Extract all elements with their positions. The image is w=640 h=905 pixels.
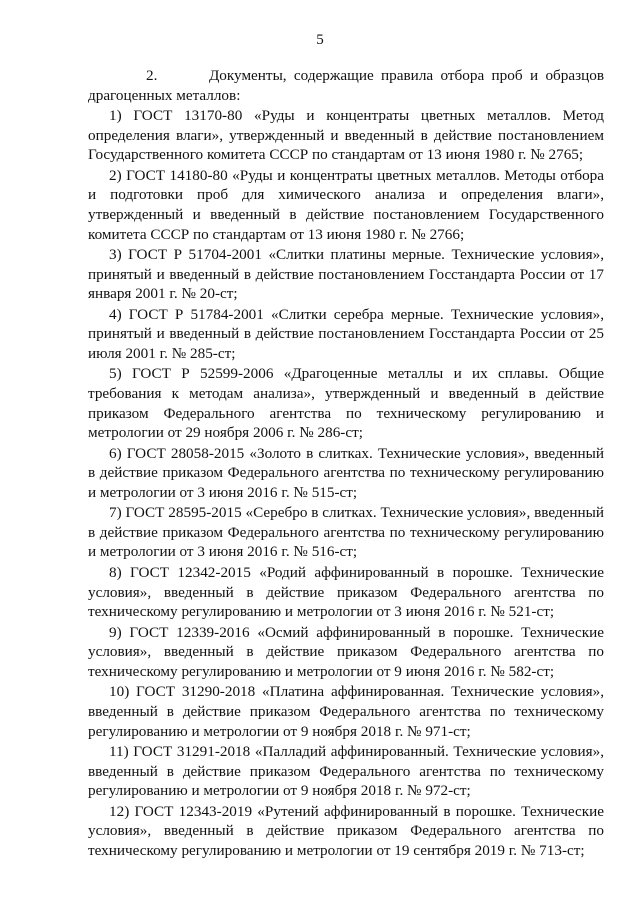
list-item: 7) ГОСТ 28595-2015 «Серебро в слитках. Технические условия», введенный в действие приказом Федерального агентства по техническому регулированию и метрологии от 3 июня 2016 г. № 516-ст; — [88, 504, 604, 561]
list-item: 8) ГОСТ 12342-2015 «Родий аффинированный в порошке. Технические условия», введенный в действие приказом Федерального агентства по техническому регулированию и метрологии от 3 июня 2016 г. № 521-ст; — [88, 563, 604, 621]
list-item: 2) ГОСТ 14180-80 «Руды и концентраты цветных металлов. Методы отбора и подготовки проб для химического анализа и определения влаги», утвержденный и введенный в действие постановлением Государственного комитета СССР по стандартам от 13 июня 1980 г. № 2766; — [88, 166, 604, 243]
list-item: 10) ГОСТ 31290-2018 «Платина аффинированная. Технические условия», введенный в действие приказом Федерального агентства по техническому регулированию и метрологии от 9 ноября 2018 г. № 971-ст; — [88, 683, 604, 740]
list-item: 6) ГОСТ 28058-2015 «Золото в слитках. Технические условия», введенный в действие приказом Федерального агентства по техническому регулированию и метрологии от 3 июня 2016 г. № 515-ст; — [88, 444, 604, 501]
list-item: 4) ГОСТ Р 51784-2001 «Слитки серебра мерные. Технические условия», принятый и введенный в действие постановлением Госстандарта России от 25 июля 2001 г. № 285-ст; — [88, 305, 604, 362]
list-item: 11) ГОСТ 31291-2018 «Палладий аффинированный. Технические условия», введенный в действие приказом Федерального агентства по техническому регулированию и метрологии от 9 ноября 2018 г. № 972-ст; — [88, 742, 604, 800]
list-item: 9) ГОСТ 12339-2016 «Осмий аффинированный в порошке. Технические условия», введенный в действие приказом Федерального агентства по техническому регулированию и метрологии от 9 июня 2016 г. № 582-ст; — [88, 623, 604, 680]
list-item: 12) ГОСТ 12343-2019 «Рутений аффинированный в порошке. Технические условия», введенный в действие приказом Федерального агентства по техническому регулированию и метрологии от 19 сентября 2019 г. № 713-ст; — [88, 802, 604, 859]
list-item: 5) ГОСТ Р 52599-2006 «Драгоценные металлы и их сплавы. Общие требования к методам анализа», утвержденный и введенный в действие приказом Федерального агентства по техническому регулированию и метрологии от 29 ноября 2006 г. № 286-ст; — [88, 365, 604, 442]
document-body — [88, 66, 604, 861]
page-number: 5 — [316, 32, 324, 48]
list-item: 1) ГОСТ 13170-80 «Руды и концентраты цветных металлов. Метод определения влаги», утвержденный и введенный в действие постановлением Государственного комитета СССР по стандартам от 13 июня 1980 г. № 2765; — [88, 107, 604, 164]
list-item: 3) ГОСТ Р 51704-2001 «Слитки платины мерные. Технические условия», принятый и введенный в действие постановлением Госстандарта России от 17 января 2001 г. № 20-ст; — [88, 246, 604, 303]
section-heading: 2. Документы, содержащие правила отбора проб и образцов драгоценных металлов: — [88, 67, 604, 104]
